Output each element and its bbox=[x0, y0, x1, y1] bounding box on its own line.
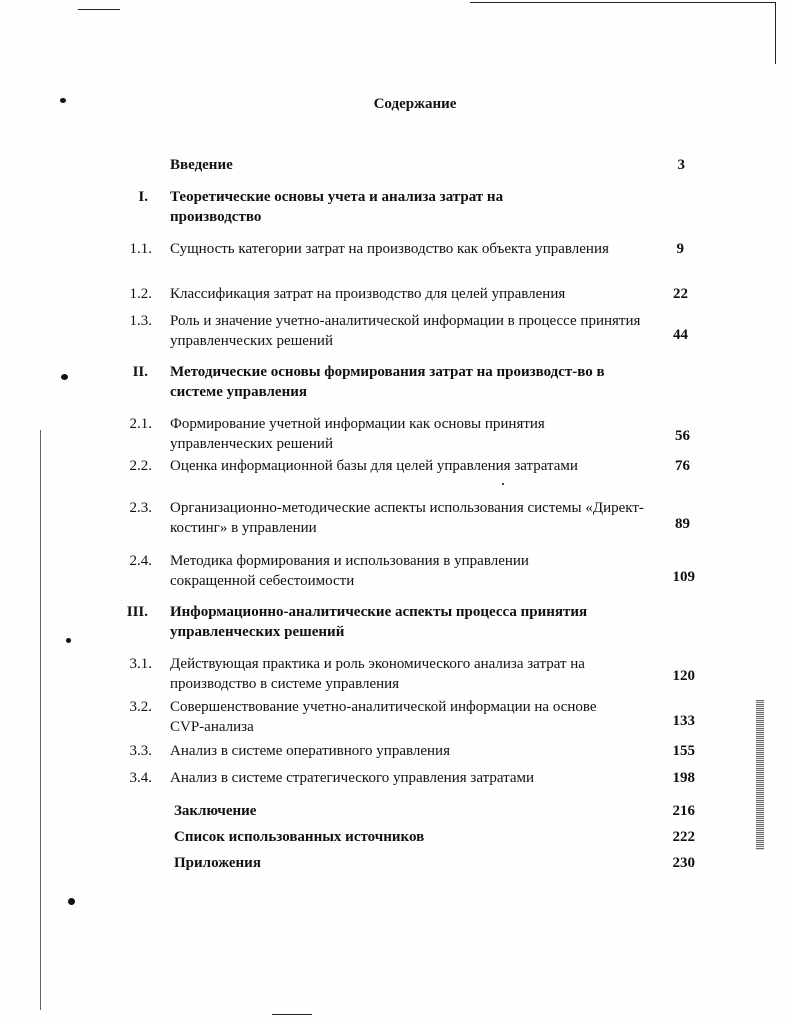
toc-entry-page: 222 bbox=[672, 829, 695, 845]
scan-edge-left bbox=[40, 430, 41, 1010]
toc-entry-page: 22 bbox=[673, 286, 688, 302]
toc-entry-page: 216 bbox=[672, 803, 695, 819]
scan-speck bbox=[61, 374, 68, 380]
scan-speck bbox=[66, 638, 71, 643]
scan-margin-strip bbox=[756, 700, 764, 850]
toc-entry-number: 2.1. bbox=[129, 416, 152, 432]
toc-entry-number: 3.2. bbox=[129, 699, 152, 715]
toc-entry-page: 120 bbox=[672, 668, 695, 684]
toc-entry-page: 155 bbox=[672, 743, 695, 759]
toc-entry-number: 3.1. bbox=[129, 656, 152, 672]
toc-entry-title: Анализ в системе оперативного управления bbox=[170, 743, 450, 759]
toc-entry-title: Оценка информационной базы для целей управления затратами bbox=[170, 458, 578, 474]
toc-section-title: Информационно-аналитические аспекты процесса принятия управленческих решений bbox=[170, 604, 588, 640]
toc-entry-page: 230 bbox=[672, 855, 695, 871]
toc-entry-page: 44 bbox=[673, 327, 688, 343]
toc-entry-title: Приложения bbox=[174, 855, 261, 871]
toc-entry-page: 89 bbox=[675, 516, 690, 532]
scan-speck bbox=[502, 483, 504, 485]
toc-entry-number: 2.2. bbox=[129, 458, 152, 474]
toc-entry-page: 56 bbox=[675, 428, 690, 444]
toc-entry-page: 3 bbox=[677, 157, 685, 173]
scan-edge-bottom bbox=[272, 1014, 312, 1015]
toc-section-title: Теоретические основы учета и анализа затрат на производство bbox=[170, 189, 504, 225]
toc-entry-page: 133 bbox=[672, 713, 695, 729]
toc-entry-title: Методика формирования и использования в управлении сокращенной себестоимости bbox=[170, 553, 529, 589]
page-title: Содержание bbox=[373, 96, 457, 112]
toc-entry-number: 1.1. bbox=[129, 241, 152, 257]
toc-entry-title: Роль и значение учетно-аналитической информации в процессе принятия управленческих решений bbox=[170, 313, 641, 349]
toc-entry-title: Список использованных источников bbox=[174, 829, 425, 845]
toc-entry-number: 2.3. bbox=[129, 500, 152, 516]
toc-entry-title: Формирование учетной информации как основы принятия управленческих решений bbox=[170, 416, 545, 452]
toc-entry-title: Совершенствование учетно-аналитической информации на основе CVP-анализа bbox=[170, 699, 597, 735]
toc-entry-number: 1.3. bbox=[129, 313, 152, 329]
toc-entry-title: Заключение bbox=[174, 803, 257, 819]
toc-entry-title: Анализ в системе стратегического управления затратами bbox=[170, 770, 535, 786]
toc-entry-number: 3.4. bbox=[129, 770, 152, 786]
toc-entry-number: 3.3. bbox=[129, 743, 152, 759]
toc-entry-title: Организационно-методические аспекты использования системы «Директ-костинг» в управлении bbox=[170, 500, 644, 536]
toc-section-number: II. bbox=[132, 364, 148, 380]
toc-entry-page: 109 bbox=[672, 569, 695, 585]
toc-section-title: Методические основы формирования затрат на производст-во в системе управления bbox=[170, 364, 605, 400]
toc-entry-title: Классификация затрат на производство для целей управления bbox=[170, 286, 566, 302]
scan-edge-top-right bbox=[470, 2, 776, 3]
toc-entry-title: Действующая практика и роль экономического анализа затрат на производство в системе управления bbox=[170, 656, 585, 692]
scan-edge-right bbox=[775, 2, 776, 64]
toc-section-number: III. bbox=[126, 604, 148, 620]
scan-edge-top-left bbox=[78, 9, 120, 10]
scan-speck bbox=[68, 898, 75, 905]
toc-entry-page: 9 bbox=[676, 241, 684, 257]
toc-entry-number: 1.2. bbox=[129, 286, 152, 302]
toc-entry-title: Сущность категории затрат на производство как объекта управления bbox=[170, 241, 609, 257]
toc-entry-title: Введение bbox=[170, 157, 233, 173]
toc-entry-page: 76 bbox=[675, 458, 690, 474]
toc-entry-number: 2.4. bbox=[129, 553, 152, 569]
toc-section-number: I. bbox=[138, 189, 148, 205]
toc-entry-page: 198 bbox=[672, 770, 695, 786]
